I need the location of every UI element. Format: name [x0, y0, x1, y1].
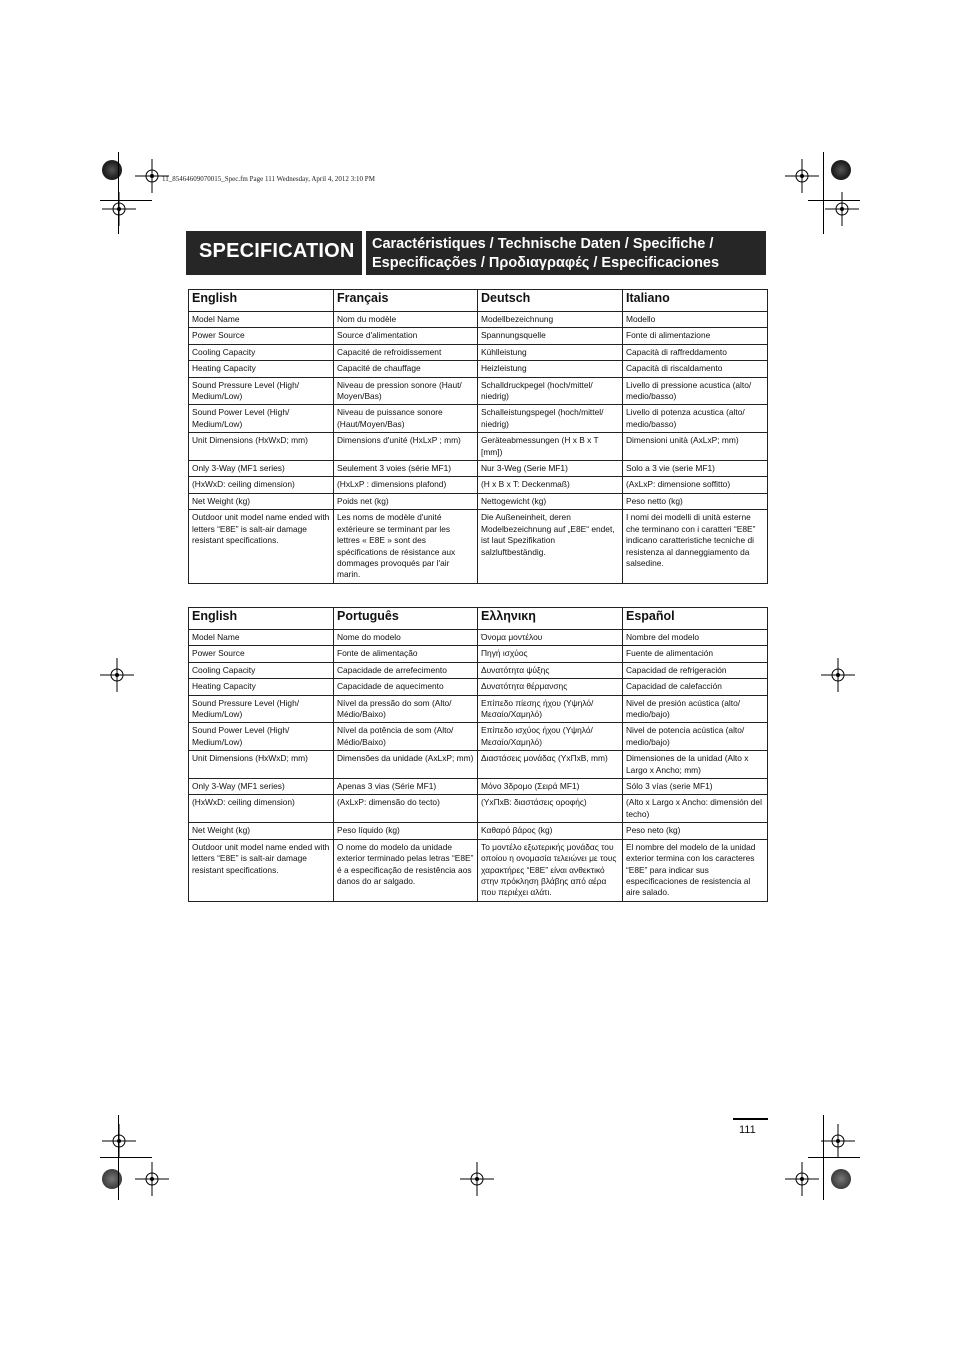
table-row: [189, 328, 768, 344]
table-row: [189, 646, 768, 662]
table-cell: Peso líquido (kg): [334, 823, 478, 839]
table-cell: Μόνο 3δρομο (Σειρά MF1): [478, 779, 623, 795]
crosshair-mark-icon: [821, 658, 855, 692]
crosshair-mark-icon: [100, 658, 134, 692]
table-cell: Net Weight (kg): [189, 493, 334, 509]
table-cell: Fonte de alimentação: [334, 646, 478, 662]
table-cell: (Alto x Largo x Ancho: dimensión del techo): [623, 795, 768, 823]
table-row: [189, 695, 768, 723]
table-cell: Επίπεδο πίεσης ήχου (Υψηλό/ Μεσαίο/Χαμηλό): [478, 695, 623, 723]
table-row: [189, 361, 768, 377]
table-cell: Sound Pressure Level (High/ Medium/Low): [189, 695, 334, 723]
crosshair-mark-icon: [825, 192, 859, 226]
table-cell: Fonte di alimentazione: [623, 328, 768, 344]
table-row: [189, 461, 768, 477]
table-row: [189, 839, 768, 901]
table-cell: Livello di pressione acustica (alto/ medio/basso): [623, 377, 768, 405]
table-cell: Model Name: [189, 630, 334, 646]
table-cell: Schalldruckpegel (hoch/mittel/ niedrig): [478, 377, 623, 405]
table-cell: Apenas 3 vias (Série MF1): [334, 779, 478, 795]
table-row: [189, 662, 768, 678]
table-cell: Cooling Capacity: [189, 344, 334, 360]
table-cell: Peso netto (kg): [623, 493, 768, 509]
table-cell: Nom du modèle: [334, 312, 478, 328]
table-cell: Poids net (kg): [334, 493, 478, 509]
table-body: [189, 312, 768, 584]
table-cell: Nome do modelo: [334, 630, 478, 646]
table-cell: (AxLxP: dimensão do tecto): [334, 795, 478, 823]
table-row: [189, 630, 768, 646]
table-cell: Niveau de puissance sonore (Haut/Moyen/Bas): [334, 405, 478, 433]
page-number: 111: [739, 1124, 756, 1136]
table-cell: Spannungsquelle: [478, 328, 623, 344]
spec-table-1: [188, 289, 768, 584]
table-cell: Όνομα μοντέλου: [478, 630, 623, 646]
table-row: [189, 433, 768, 461]
column-header: English: [189, 608, 334, 630]
table-cell: Unit Dimensions (HxWxD; mm): [189, 433, 334, 461]
table-cell: Kühlleistung: [478, 344, 623, 360]
table-cell: Πηγή ισχύος: [478, 646, 623, 662]
table-row: [189, 510, 768, 583]
column-header: Ελληνικη: [478, 608, 623, 630]
table-cell: Capacité de refroidissement: [334, 344, 478, 360]
table-cell: Unit Dimensions (HxWxD; mm): [189, 751, 334, 779]
table-cell: Nur 3-Weg (Serie MF1): [478, 461, 623, 477]
table-cell: El nombre del modelo de la unidad exterior termina con los caracteres “E8E” para indicar sus especificaciones de resistencia al aire salado.: [623, 839, 768, 901]
table-cell: Sound Pressure Level (High/ Medium/Low): [189, 377, 334, 405]
spec-table-2: [188, 607, 768, 902]
table-row: [189, 377, 768, 405]
table-cell: Capacidade de arrefecimento: [334, 662, 478, 678]
table-cell: Sound Power Level (High/ Medium/Low): [189, 405, 334, 433]
column-header: Português: [334, 608, 478, 630]
table-row: [189, 679, 768, 695]
table-row: [189, 723, 768, 751]
table-cell: Δυνατότητα θέρμανσης: [478, 679, 623, 695]
table-cell: Nettogewicht (kg): [478, 493, 623, 509]
crosshair-mark-icon: [460, 1162, 494, 1196]
table-cell: Dimensions d'unité (HxLxP ; mm): [334, 433, 478, 461]
table-cell: I nomi dei modelli di unità esterne che terminano con i caratteri “E8E” indicano caratteristiche tecniche di resistenza al danneggiamento da salsedine.: [623, 510, 768, 583]
column-header: English: [189, 290, 334, 312]
table-cell: Net Weight (kg): [189, 823, 334, 839]
table-cell: Outdoor unit model name ended with letters “E8E” is salt-air damage resistant specifications.: [189, 510, 334, 583]
banner-subtitle-line2: Especificações / Προδιαγραφές / Especificaciones: [372, 255, 720, 271]
table-cell: Sólo 3 vías (serie MF1): [623, 779, 768, 795]
banner-subtitle: [372, 235, 719, 273]
table-cell: Διαστάσεις μονάδας (ΥxΠxΒ, mm): [478, 751, 623, 779]
table-cell: Το μοντέλο εξωτερικής μονάδας του οποίου η ονομασία τελειώνει με τους χαρακτήρες “E8E” είναι ανθεκτικό στην πρόκληση βλάβης από αέρα που περιέχει αλάτι.: [478, 839, 623, 901]
table-cell: Capacidade de aquecimento: [334, 679, 478, 695]
table-body: [189, 630, 768, 902]
column-header: Italiano: [623, 290, 768, 312]
column-header: Français: [334, 290, 478, 312]
table-cell: (HxWxD: ceiling dimension): [189, 795, 334, 823]
table-cell: Only 3-Way (MF1 series): [189, 461, 334, 477]
table-cell: Nivel de presión acústica (alto/ medio/bajo): [623, 695, 768, 723]
banner-subtitle-line1: Caractéristiques / Technische Daten / Specifiche /: [372, 236, 714, 252]
crosshair-mark-icon: [135, 1162, 169, 1196]
specification-banner: [186, 231, 766, 275]
table-cell: Καθαρό βάρος (kg): [478, 823, 623, 839]
table-row: [189, 312, 768, 328]
banner-title: SPECIFICATION: [199, 240, 355, 262]
trim-line: [100, 200, 152, 201]
table-cell: Heating Capacity: [189, 679, 334, 695]
banner-separator: [362, 231, 366, 275]
table-cell: Outdoor unit model name ended with letters “E8E” is salt-air damage resistant specifications.: [189, 839, 334, 901]
table-cell: (H x B x T: Deckenmaß): [478, 477, 623, 493]
crosshair-mark-icon: [135, 159, 169, 193]
table-cell: Dimensões da unidade (AxLxP; mm): [334, 751, 478, 779]
crosshair-mark-icon: [102, 1124, 136, 1158]
table-cell: Cooling Capacity: [189, 662, 334, 678]
registration-disc-bottom-right: [831, 1169, 851, 1189]
table-cell: (HxWxD: ceiling dimension): [189, 477, 334, 493]
trim-line: [808, 200, 860, 201]
table-cell: Source d'alimentation: [334, 328, 478, 344]
table-cell: Modello: [623, 312, 768, 328]
table-cell: Capacidad de refrigeración: [623, 662, 768, 678]
table-cell: Fuente de alimentación: [623, 646, 768, 662]
crosshair-mark-icon: [785, 159, 819, 193]
table-cell: Modellbezeichnung: [478, 312, 623, 328]
table-row: [189, 751, 768, 779]
table-cell: (AxLxP: dimensione soffitto): [623, 477, 768, 493]
table-row: [189, 779, 768, 795]
table-cell: Les noms de modèle d'unité extérieure se terminant par les lettres « E8E » sont des spécifications de résistance aux dommages provoqués par l'air marin.: [334, 510, 478, 583]
table-row: [189, 795, 768, 823]
table-cell: Capacidad de calefacción: [623, 679, 768, 695]
trim-line: [100, 1157, 152, 1158]
table-cell: Επίπεδο ισχύος ήχου (Υψηλό/ Μεσαίο/Χαμηλό): [478, 723, 623, 751]
table-cell: O nome do modelo da unidade exterior terminado pelas letras “E8E” é a especificação de resistência aos danos do ar salgado.: [334, 839, 478, 901]
table-row: [189, 823, 768, 839]
table-cell: Dimensioni unità (AxLxP; mm): [623, 433, 768, 461]
crosshair-mark-icon: [102, 192, 136, 226]
table-cell: Die Außeneinheit, deren Modelbezeichnung auf „E8E“ endet, ist laut Spezifikation salzluftbeständig.: [478, 510, 623, 583]
table-cell: Power Source: [189, 646, 334, 662]
table-cell: Nível da pressão do som (Alto/ Médio/Baixo): [334, 695, 478, 723]
registration-disc-top-left: [102, 160, 122, 180]
page-number-rule: [733, 1118, 768, 1120]
table-cell: Capacità di raffreddamento: [623, 344, 768, 360]
table-cell: Livello di potenza acustica (alto/ medio/basso): [623, 405, 768, 433]
table-cell: Model Name: [189, 312, 334, 328]
table-cell: Δυνατότητα ψύξης: [478, 662, 623, 678]
table-cell: Peso neto (kg): [623, 823, 768, 839]
column-header: Deutsch: [478, 290, 623, 312]
table-cell: Seulement 3 voies (série MF1): [334, 461, 478, 477]
table-header-row: [189, 290, 768, 312]
table-cell: Nombre del modelo: [623, 630, 768, 646]
table-cell: Heating Capacity: [189, 361, 334, 377]
registration-disc-bottom-left: [102, 1169, 122, 1189]
trim-line: [823, 152, 824, 234]
table-cell: Solo a 3 vie (serie MF1): [623, 461, 768, 477]
table-cell: (ΥxΠxΒ: διαστάσεις οροφής): [478, 795, 623, 823]
table-cell: Nível da potência de som (Alto/ Médio/Baixo): [334, 723, 478, 751]
column-header: Español: [623, 608, 768, 630]
trim-line: [118, 152, 119, 234]
trim-line: [808, 1157, 860, 1158]
table-header-row: [189, 608, 768, 630]
table-cell: Power Source: [189, 328, 334, 344]
registration-disc-top-right: [831, 160, 851, 180]
table-cell: Dimensiones de la unidad (Alto x Largo x Ancho; mm): [623, 751, 768, 779]
table-row: [189, 493, 768, 509]
table-cell: (HxLxP : dimensions plafond): [334, 477, 478, 493]
crosshair-mark-icon: [821, 1124, 855, 1158]
table-cell: Heizleistung: [478, 361, 623, 377]
table-cell: Capacità di riscaldamento: [623, 361, 768, 377]
table-row: [189, 405, 768, 433]
table-cell: Niveau de pression sonore (Haut/ Moyen/Bas): [334, 377, 478, 405]
table-cell: Schalleistungspegel (hoch/mittel/ niedrig): [478, 405, 623, 433]
table-cell: Only 3-Way (MF1 series): [189, 779, 334, 795]
print-slug: 11_85464609070015_Spec.fm Page 111 Wednesday, April 4, 2012 3:10 PM: [162, 175, 375, 183]
table-cell: Geräteabmessungen (H x B x T [mm]): [478, 433, 623, 461]
table-row: [189, 344, 768, 360]
table-cell: Sound Power Level (High/ Medium/Low): [189, 723, 334, 751]
crosshair-mark-icon: [785, 1162, 819, 1196]
table-row: [189, 477, 768, 493]
table-cell: Capacité de chauffage: [334, 361, 478, 377]
table-cell: Nivel de potencia acústica (alto/ medio/bajo): [623, 723, 768, 751]
